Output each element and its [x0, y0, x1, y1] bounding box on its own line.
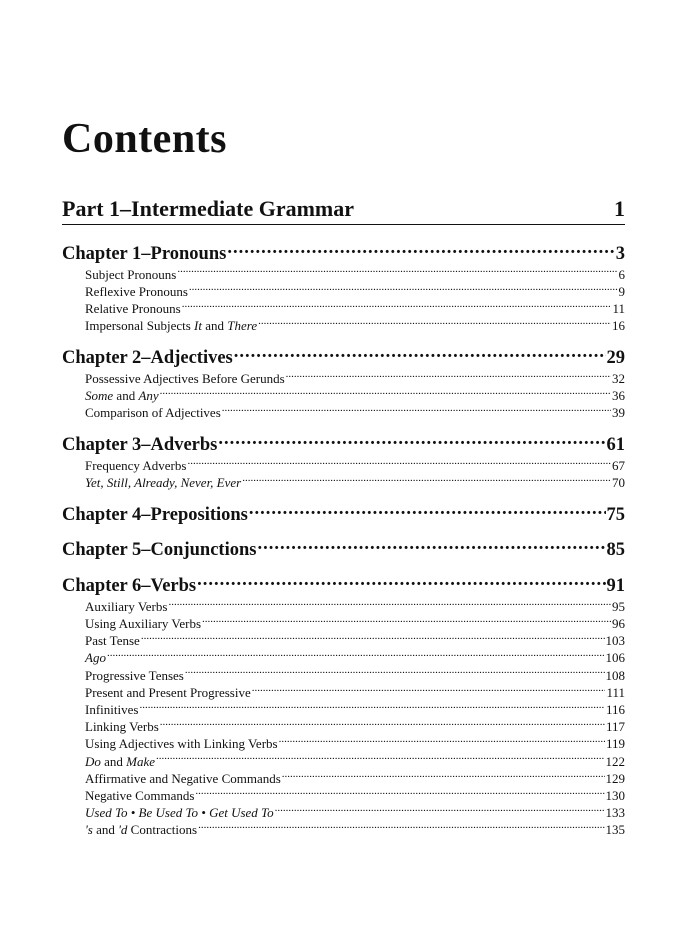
section-title-segment: and	[92, 822, 119, 838]
section-row	[62, 404, 625, 421]
section-row	[62, 615, 625, 632]
section-row	[62, 474, 625, 491]
section-page-number: 117	[605, 719, 625, 735]
section-row	[62, 804, 625, 821]
section-title-segment: Using Auxiliary Verbs	[85, 616, 202, 632]
dot-leader	[168, 598, 611, 611]
section-title-segment: 'd	[118, 822, 128, 838]
dot-leader	[139, 701, 605, 714]
section-title-segment: Impersonal Subjects	[85, 318, 195, 334]
chapter-title: Chapter 1–Pronouns	[62, 243, 227, 264]
dot-leader	[177, 266, 617, 279]
dot-leader	[160, 718, 605, 731]
section-page-number: 135	[605, 822, 625, 838]
dot-leader	[258, 317, 611, 330]
section-title	[85, 404, 221, 421]
dot-leader	[182, 300, 612, 313]
chapter-title: Chapter 6–Verbs	[62, 575, 197, 596]
section-title-segment: Using Adjectives with Linking Verbs	[85, 736, 278, 752]
section-title	[85, 266, 176, 283]
section-title	[85, 370, 285, 387]
section-title	[85, 474, 241, 491]
section-page-number: 130	[605, 788, 625, 804]
section-page-number: 116	[605, 702, 625, 718]
section-page-number: 103	[605, 633, 625, 649]
dot-leader	[234, 344, 606, 363]
section-row	[62, 457, 625, 474]
chapter-page-number: 75	[606, 504, 625, 525]
section-title-segment: Some	[85, 388, 114, 404]
section-title-segment: Past Tense	[85, 633, 140, 649]
dot-leader	[286, 370, 611, 383]
section-row	[62, 632, 625, 649]
dot-leader	[160, 387, 611, 400]
section-page-number: 6	[618, 266, 625, 282]
chapter-heading-row	[62, 344, 625, 370]
chapter-title: Chapter 3–Adverbs	[62, 434, 218, 455]
dot-leader	[189, 283, 618, 296]
section-row	[62, 283, 625, 300]
dot-leader	[227, 240, 614, 259]
section-title	[85, 615, 201, 632]
section-page-number: 129	[605, 770, 625, 786]
section-row	[62, 667, 625, 684]
section-title-segment: Make	[126, 753, 156, 769]
section-title-segment: Present and Present Progressive	[85, 684, 251, 700]
section-title	[85, 598, 167, 615]
section-title-segment: Yet, Still, Already, Never, Ever	[85, 475, 242, 491]
section-title-segment: There	[227, 318, 258, 334]
section-title-segment: Subject Pronouns	[85, 266, 177, 282]
section-page-number: 16	[612, 318, 625, 334]
section-page-number: 119	[605, 736, 625, 752]
section-title-segment: Reflexive Pronouns	[85, 283, 188, 299]
section-title-segment: Used To • Be Used To • Get Used To	[85, 805, 274, 821]
section-row	[62, 387, 625, 404]
chapter-heading-row	[62, 572, 625, 598]
section-title	[85, 684, 251, 701]
chapter-heading-row	[62, 501, 625, 527]
chapter-page-number: 85	[606, 540, 625, 561]
section-title-segment: Contractions	[127, 822, 198, 838]
dot-leader	[242, 474, 611, 487]
section-title-segment: Linking Verbs	[85, 719, 159, 735]
section-page-number: 122	[605, 753, 625, 769]
section-title-segment: Relative Pronouns	[85, 300, 181, 316]
table-of-contents	[62, 240, 625, 849]
chapter-page-number: 3	[615, 243, 625, 264]
section-row	[62, 300, 625, 317]
section-row	[62, 684, 625, 701]
section-title-segment: Comparison of Adjectives	[85, 405, 221, 421]
section-page-number: 70	[612, 475, 625, 491]
dot-leader	[249, 501, 606, 520]
section-page-number: 9	[618, 283, 625, 299]
section-title-segment: 's	[85, 822, 93, 838]
chapter-page-number: 29	[606, 347, 625, 368]
section-title-segment: It	[194, 318, 202, 334]
section-page-number: 106	[605, 650, 625, 666]
section-row	[62, 735, 625, 752]
section-title-segment: Possessive Adjectives Before Gerunds	[85, 370, 285, 386]
chapter-heading-row	[62, 537, 625, 563]
section-page-number: 108	[605, 667, 625, 683]
section-title-segment: Negative Commands	[85, 788, 195, 804]
section-title	[85, 317, 257, 334]
section-title-segment: and	[113, 388, 139, 404]
chapter-entry	[62, 537, 625, 563]
section-title	[85, 300, 181, 317]
section-title	[85, 735, 278, 752]
dot-leader	[195, 787, 604, 800]
section-page-number: 96	[612, 616, 625, 632]
section-row	[62, 649, 625, 666]
section-row	[62, 770, 625, 787]
section-title-segment: Any	[138, 388, 159, 404]
section-title-segment: Ago	[85, 650, 106, 666]
section-title-segment: Frequency Adverbs	[85, 457, 187, 473]
section-title	[85, 787, 194, 804]
section-title	[85, 718, 159, 735]
section-page-number: 133	[605, 805, 625, 821]
section-title-segment: Auxiliary Verbs	[85, 598, 168, 614]
chapter-title: Chapter 4–Prepositions	[62, 504, 248, 525]
page-title: Contents	[62, 116, 228, 162]
section-title-segment: and	[100, 753, 127, 769]
section-page-number: 36	[612, 388, 625, 404]
section-title-segment: Affirmative and Negative Commands	[85, 770, 281, 786]
section-page-number: 39	[612, 405, 625, 421]
section-title-segment: Progressive Tenses	[85, 667, 184, 683]
section-page-number: 111	[606, 684, 625, 700]
dot-leader	[257, 537, 605, 556]
chapter-entry	[62, 501, 625, 527]
section-title-segment: and	[202, 318, 228, 334]
section-page-number: 32	[612, 370, 625, 386]
chapter-title: Chapter 5–Conjunctions	[62, 540, 257, 561]
section-title	[85, 387, 159, 404]
chapter-title: Chapter 2–Adjectives	[62, 347, 233, 368]
dot-leader	[218, 431, 605, 450]
section-title	[85, 821, 197, 838]
dot-leader	[202, 615, 611, 628]
dot-leader	[275, 804, 605, 817]
dot-leader	[156, 753, 604, 766]
section-title	[85, 701, 138, 718]
dot-leader	[185, 667, 605, 680]
dot-leader	[187, 457, 611, 470]
dot-leader	[222, 404, 611, 417]
section-title	[85, 283, 188, 300]
dot-leader	[107, 649, 605, 662]
section-row	[62, 821, 625, 838]
part-page-number: 1	[614, 196, 625, 221]
section-page-number: 95	[612, 598, 625, 614]
chapter-page-number: 91	[606, 575, 625, 596]
section-title	[85, 667, 184, 684]
section-title	[85, 804, 274, 821]
section-row	[62, 701, 625, 718]
section-title	[85, 457, 186, 474]
part-heading	[62, 196, 625, 225]
section-row	[62, 787, 625, 804]
section-title	[85, 770, 281, 787]
chapter-entry	[62, 572, 625, 838]
chapter-heading-row	[62, 240, 625, 266]
chapter-page-number: 61	[606, 434, 625, 455]
dot-leader	[282, 770, 605, 783]
section-row	[62, 266, 625, 283]
section-title-segment: Do	[85, 753, 101, 769]
dot-leader	[198, 821, 604, 834]
dot-leader	[141, 632, 605, 645]
section-row	[62, 317, 625, 334]
dot-leader	[279, 735, 605, 748]
section-row	[62, 370, 625, 387]
section-title	[85, 632, 140, 649]
chapter-entry	[62, 431, 625, 491]
section-row	[62, 753, 625, 770]
section-title-segment: Infinitives	[85, 702, 139, 718]
section-page-number: 67	[612, 457, 625, 473]
chapter-entry	[62, 344, 625, 421]
part-label: Part 1–Intermediate Grammar	[62, 196, 355, 221]
dot-leader	[252, 684, 606, 697]
section-row	[62, 718, 625, 735]
section-title	[85, 753, 155, 770]
section-page-number: 11	[612, 300, 625, 316]
chapter-entry	[62, 240, 625, 334]
dot-leader	[197, 572, 605, 591]
section-row	[62, 598, 625, 615]
chapter-heading-row	[62, 431, 625, 457]
section-title	[85, 649, 106, 666]
